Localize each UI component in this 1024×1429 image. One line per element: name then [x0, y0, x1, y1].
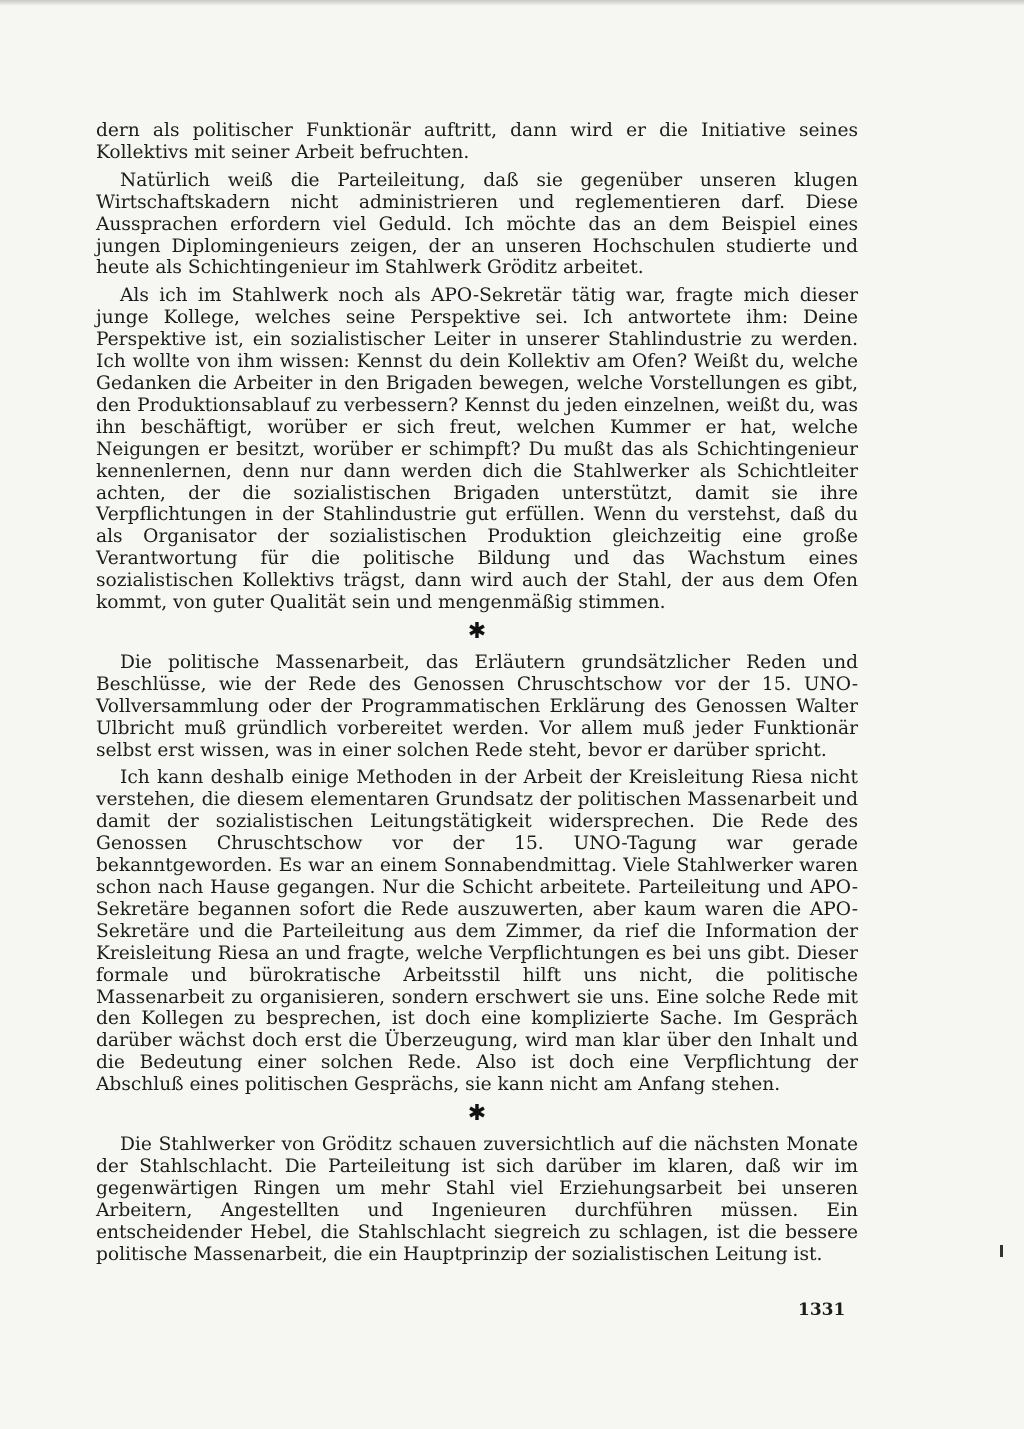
paragraph-1: dern als politischer Funktionär auftritt, dann wird er die Initiative seines Kollektivs mit seiner Arbeit befruchten.	[96, 120, 858, 163]
page-number: 1331	[798, 1300, 846, 1320]
margin-mark	[1000, 1245, 1003, 1257]
paragraph-5: Ich kann deshalb einige Methoden in der Arbeit der Kreisleitung Riesa nicht verstehen, die diesem elementaren Grundsatz der politischen Massenarbeit und damit der sozialistischen Leitungstätigkeit widersprechen. Die Rede des Genossen Chruschtschow vor der 15. UNO-Tagung war gerade bekanntgeworden. Es war an einem Sonnabendmittag. Viele Stahlwerker waren schon nach Hause gegangen. Nur die Schicht arbeitete. Parteileitung und APO-Sekretäre begannen sofort die Rede auszuwerten, aber kaum waren die APO-Sekretäre und die Parteileitung aus dem Zimmer, da rief die Information der Kreisleitung Riesa an und fragte, welche Verpflichtungen es bei uns gibt. Dieser formale und bürokratische Arbeitsstil hilft uns nicht, die politische Massenarbeit zu organisieren, sondern erschwert sie uns. Eine solche Rede mit den Kollegen zu besprechen, ist doch eine komplizierte Sache. Im Gespräch darüber wächst doch erst die Überzeugung, wird man klar über den Inhalt und die Bedeutung einer solchen Rede. Also ist doch eine Verpflichtung der Abschluß eines politischen Gesprächs, sie kann nicht am Anfang stehen.	[96, 767, 858, 1096]
body-text	[96, 120, 858, 1272]
paragraph-4: Die politische Massenarbeit, das Erläutern grundsätzlicher Reden und Beschlüsse, wie der Rede des Genossen Chruschtschow vor der 15. UNO-Vollversammlung oder der Programmatischen Erklärung des Genossen Walter Ulbricht muß gründlich vorbereitet werden. Vor allem muß jeder Funktionär selbst erst wissen, was in einer solchen Rede steht, bevor er darüber spricht.	[96, 651, 858, 761]
paragraph-3: Als ich im Stahlwerk noch als APO-Sekretär tätig war, fragte mich dieser junge Kollege, welches seine Perspektive sei. Ich antwortete ihm: Deine Perspektive ist, ein sozialistischer Leiter in unserer Stahlindustrie zu werden. Ich wollte von ihm wissen: Kennst du dein Kollektiv am Ofen? Weißt du, welche Gedanken die Arbeiter in den Brigaden bewegen, welche Vorstellungen es gibt, den Produktionsablauf zu verbessern? Kennst du jeden einzelnen, weißt du, was ihn beschäftigt, worüber er sich freut, welchen Kummer er hat, welche Neigungen er besitzt, worüber er schimpft? Du mußt das als Schichtingenieur kennenlernen, denn nur dann werden dich die Stahlwerker als Schichtleiter achten, der die sozialistischen Brigaden unterstützt, damit sie ihre Verpflichtungen in der Stahlindustrie gut erfüllen. Wenn du verstehst, daß du als Organisator der sozialistischen Produktion gleichzeitig eine große Verantwortung für die politische Bildung und das Wachstum eines sozialistischen Kollektivs trägst, dann wird auch der Stahl, der aus dem Ofen kommt, von guter Qualität sein und mengenmäßig stimmen.	[96, 285, 858, 614]
section-separator-asterisk-icon: ✱	[467, 1101, 487, 1127]
page-top-edge	[0, 0, 1024, 6]
paragraph-2: Natürlich weiß die Parteileitung, daß sie gegenüber unseren klugen Wirtschaftskadern nicht administrieren und reglementieren darf. Diese Aussprachen erfordern viel Geduld. Ich möchte das an dem Beispiel eines jungen Diplomingenieurs zeigen, der an unseren Hochschulen studierte und heute als Schichtingenieur im Stahlwerk Gröditz arbeitet.	[96, 169, 858, 279]
paragraph-6: Die Stahlwerker von Gröditz schauen zuversichtlich auf die nächsten Monate der Stahlschlacht. Die Parteileitung ist sich darüber im klaren, daß wir im gegenwärtigen Ringen um mehr Stahl viel Erziehungsarbeit bei unseren Arbeitern, Angestellten und Ingenieuren durchführen müssen. Ein entscheidender Hebel, die Stahlschlacht siegreich zu schlagen, ist die bessere politische Massenarbeit, die ein Hauptprinzip der sozialistischen Leitung ist.	[96, 1134, 858, 1265]
section-separator-asterisk-icon: ✱	[467, 618, 487, 644]
